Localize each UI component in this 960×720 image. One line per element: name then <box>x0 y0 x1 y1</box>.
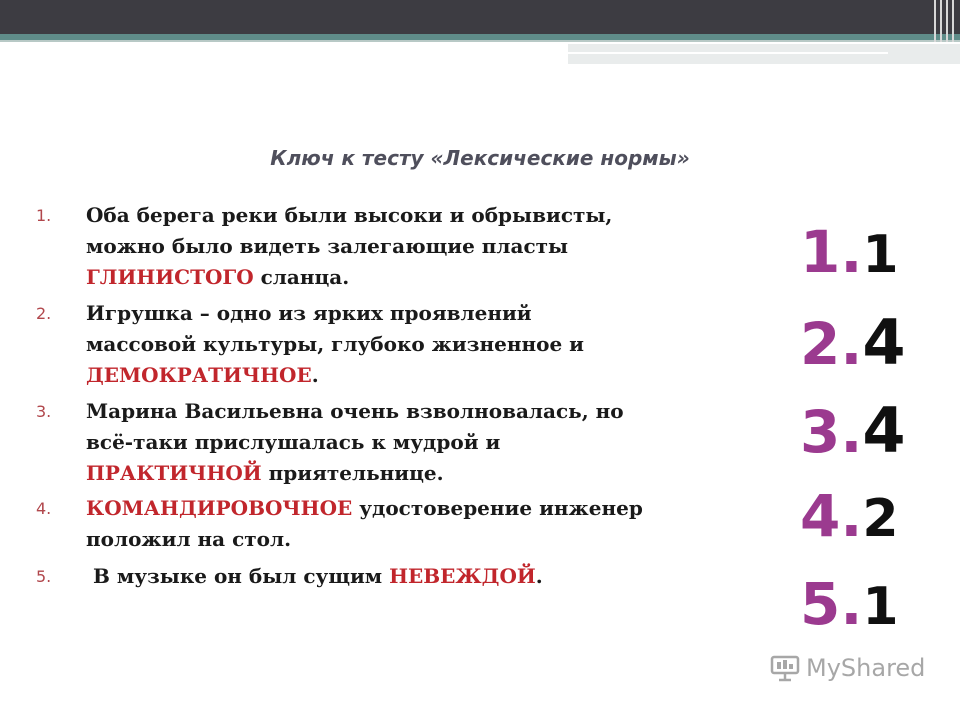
item-text-head: В музыке он был сущим <box>92 564 390 588</box>
list-item <box>36 396 786 489</box>
item-text-line <box>86 458 786 489</box>
item-number: 1. <box>36 206 52 225</box>
answer-number: 2. <box>800 310 863 378</box>
watermark-text: MyShared <box>806 654 926 682</box>
item-text-tail: сланца. <box>253 265 350 289</box>
slide-title: Ключ к тесту «Лексические нормы» <box>270 146 690 170</box>
item-number: 2. <box>36 304 52 323</box>
header-band <box>0 0 960 34</box>
item-text-line: Марина Васильевна очень взволновалась, но <box>86 399 624 423</box>
item-text-tail: удостоверение инженер <box>352 496 643 520</box>
answer-key-list <box>36 200 786 592</box>
list-item <box>36 561 786 592</box>
list-item <box>36 298 786 391</box>
answers-column <box>800 218 950 658</box>
decorative-bar <box>568 44 960 64</box>
item-number: 5. <box>36 567 52 586</box>
item-text-line: массовой культуры, глубоко жизненное и <box>86 332 585 356</box>
item-text-line <box>86 262 786 293</box>
item-text-tail: . <box>311 363 319 387</box>
answer-value: 2 <box>862 489 899 549</box>
highlighted-word: КОМАНДИРОВОЧНОЕ <box>86 496 353 520</box>
answer-3 <box>800 394 950 482</box>
item-text-line: Игрушка – одно из ярких проявлений <box>86 301 532 325</box>
answer-1 <box>800 218 950 306</box>
item-text-tail: приятельнице. <box>261 461 444 485</box>
answer-value: 4 <box>862 306 906 379</box>
answer-value: 4 <box>862 394 906 467</box>
item-text-line <box>86 360 786 391</box>
item-number: 3. <box>36 402 52 421</box>
list-item <box>36 200 786 293</box>
answer-number: 3. <box>800 398 863 466</box>
answer-2 <box>800 306 950 394</box>
watermark <box>770 654 925 682</box>
highlighted-word: НЕВЕЖДОЙ <box>389 564 536 588</box>
answer-4 <box>800 482 950 570</box>
highlighted-word: ГЛИНИСТОГО <box>86 265 254 289</box>
corner-decoration <box>930 0 960 42</box>
item-text-line: Оба берега реки были высоки и обрывисты, <box>86 203 613 227</box>
decorative-bar-highlight <box>568 52 888 54</box>
highlighted-word: ПРАКТИЧНОЙ <box>86 461 262 485</box>
answer-value: 1 <box>862 225 899 285</box>
answer-number: 1. <box>800 218 863 286</box>
item-text-line <box>86 561 786 592</box>
answer-value: 1 <box>862 577 899 637</box>
item-text-line: всё-таки прислушалась к мудрой и <box>86 430 501 454</box>
divider-line <box>0 40 960 42</box>
list-item <box>36 493 786 555</box>
highlighted-word: ДЕМОКРАТИЧНОЕ <box>86 363 312 387</box>
item-text-tail: . <box>535 564 543 588</box>
item-text-line: можно было видеть залегающие пласты <box>86 234 569 258</box>
item-number: 4. <box>36 499 52 518</box>
answer-number: 4. <box>800 482 863 550</box>
item-text-line <box>86 493 786 524</box>
presentation-icon <box>770 654 800 682</box>
item-text-line: положил на стол. <box>86 527 292 551</box>
answer-5 <box>800 570 950 658</box>
answer-number: 5. <box>800 570 863 638</box>
